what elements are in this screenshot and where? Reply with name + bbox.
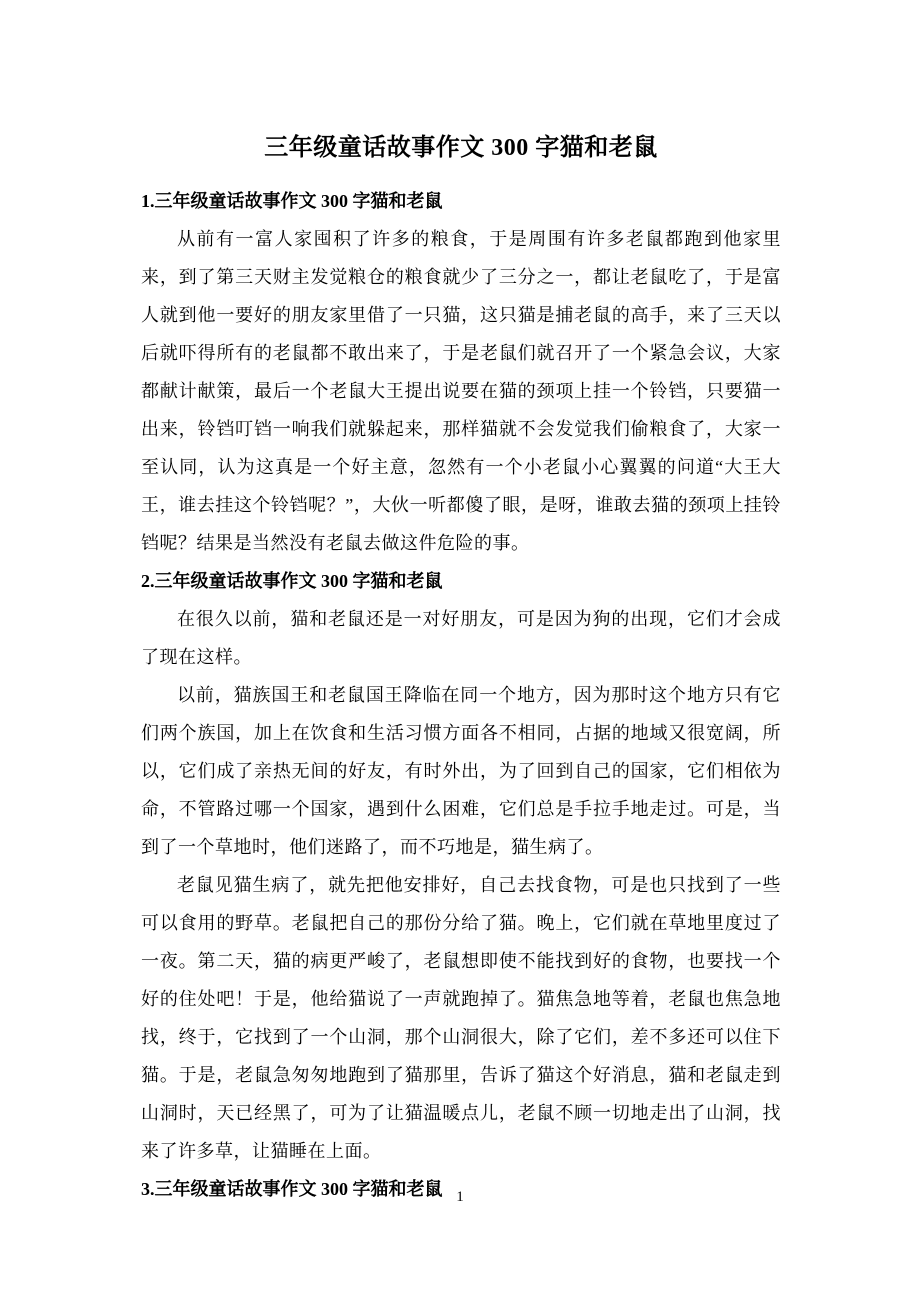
section-2-paragraph-2: 以前，猫族国王和老鼠国王降临在同一个地方，因为那时这个地方只有它们两个族国，加上在饮食和生活习惯方面各不相同，占据的地域又很宽阔，所以，它们成了亲热无间的好友，有时外出，为了回到自己的国家，它们相依为命，不管路过哪一个国家，遇到什么困难，它们总是手拉手地走过。可是，当到了一个草地时，他们迷路了，而不巧地是，猫生病了。 [141, 685, 781, 857]
section-2-paragraph-3: 老鼠见猫生病了，就先把他安排好，自己去找食物，可是也只找到了一些可以食用的野草。老鼠把自己的那份分给了猫。晚上，它们就在草地里度过了一夜。第二天，猫的病更严峻了，老鼠想即使不能找到好的食物，也要找一个好的住处吧！于是，他给猫说了一声就跑掉了。猫焦急地等着，老鼠也焦急地找，终于，它找到了一个山洞，那个山洞很大，除了它们，差不多还可以住下猫。于是，老鼠急匆匆地跑到了猫那里，告诉了猫这个好消息，猫和老鼠走到山洞时，天已经黑了，可为了让猫温暖点儿，老鼠不顾一切地走出了山洞，找来了许多草，让猫睡在上面。 [141, 875, 781, 1161]
section-3-heading: 3.三年级童话故事作文 300 字猫和老鼠 [141, 1179, 443, 1199]
section-1-heading: 1.三年级童话故事作文 300 字猫和老鼠 [141, 191, 443, 211]
section-2-heading: 2.三年级童话故事作文 300 字猫和老鼠 [141, 571, 443, 591]
page-number: 1 [456, 1189, 464, 1205]
section-1-paragraph-1: 从前有一富人家囤积了许多的粮食，于是周围有许多老鼠都跑到他家里来，到了第三天财主发觉粮仓的粮食就少了三分之一，都让老鼠吃了，于是富人就到他一要好的朋友家里借了一只猫，这只猫是捕老鼠的高手，来了三天以后就吓得所有的老鼠都不敢出来了，于是老鼠们就召开了一个紧急会议，大家都献计献策，最后一个老鼠大王提出说要在猫的颈项上挂一个铃铛，只要猫一出来，铃铛叮铛一响我们就躲起来，那样猫就不会发觉我们偷粮食了，大家一至认同，认为这真是一个好主意，忽然有一个小老鼠小心翼翼的问道“大王大王，谁去挂这个铃铛呢？”，大伙一听都傻了眼，是呀，谁敢去猫的颈项上挂铃铛呢？结果是当然没有老鼠去做这件危险的事。 [141, 229, 781, 553]
document-title: 三年级童话故事作文 300 字猫和老鼠 [264, 135, 658, 161]
section-2-paragraph-1: 在很久以前，猫和老鼠还是一对好朋友，可是因为狗的出现，它们才会成了现在这样。 [141, 609, 781, 667]
